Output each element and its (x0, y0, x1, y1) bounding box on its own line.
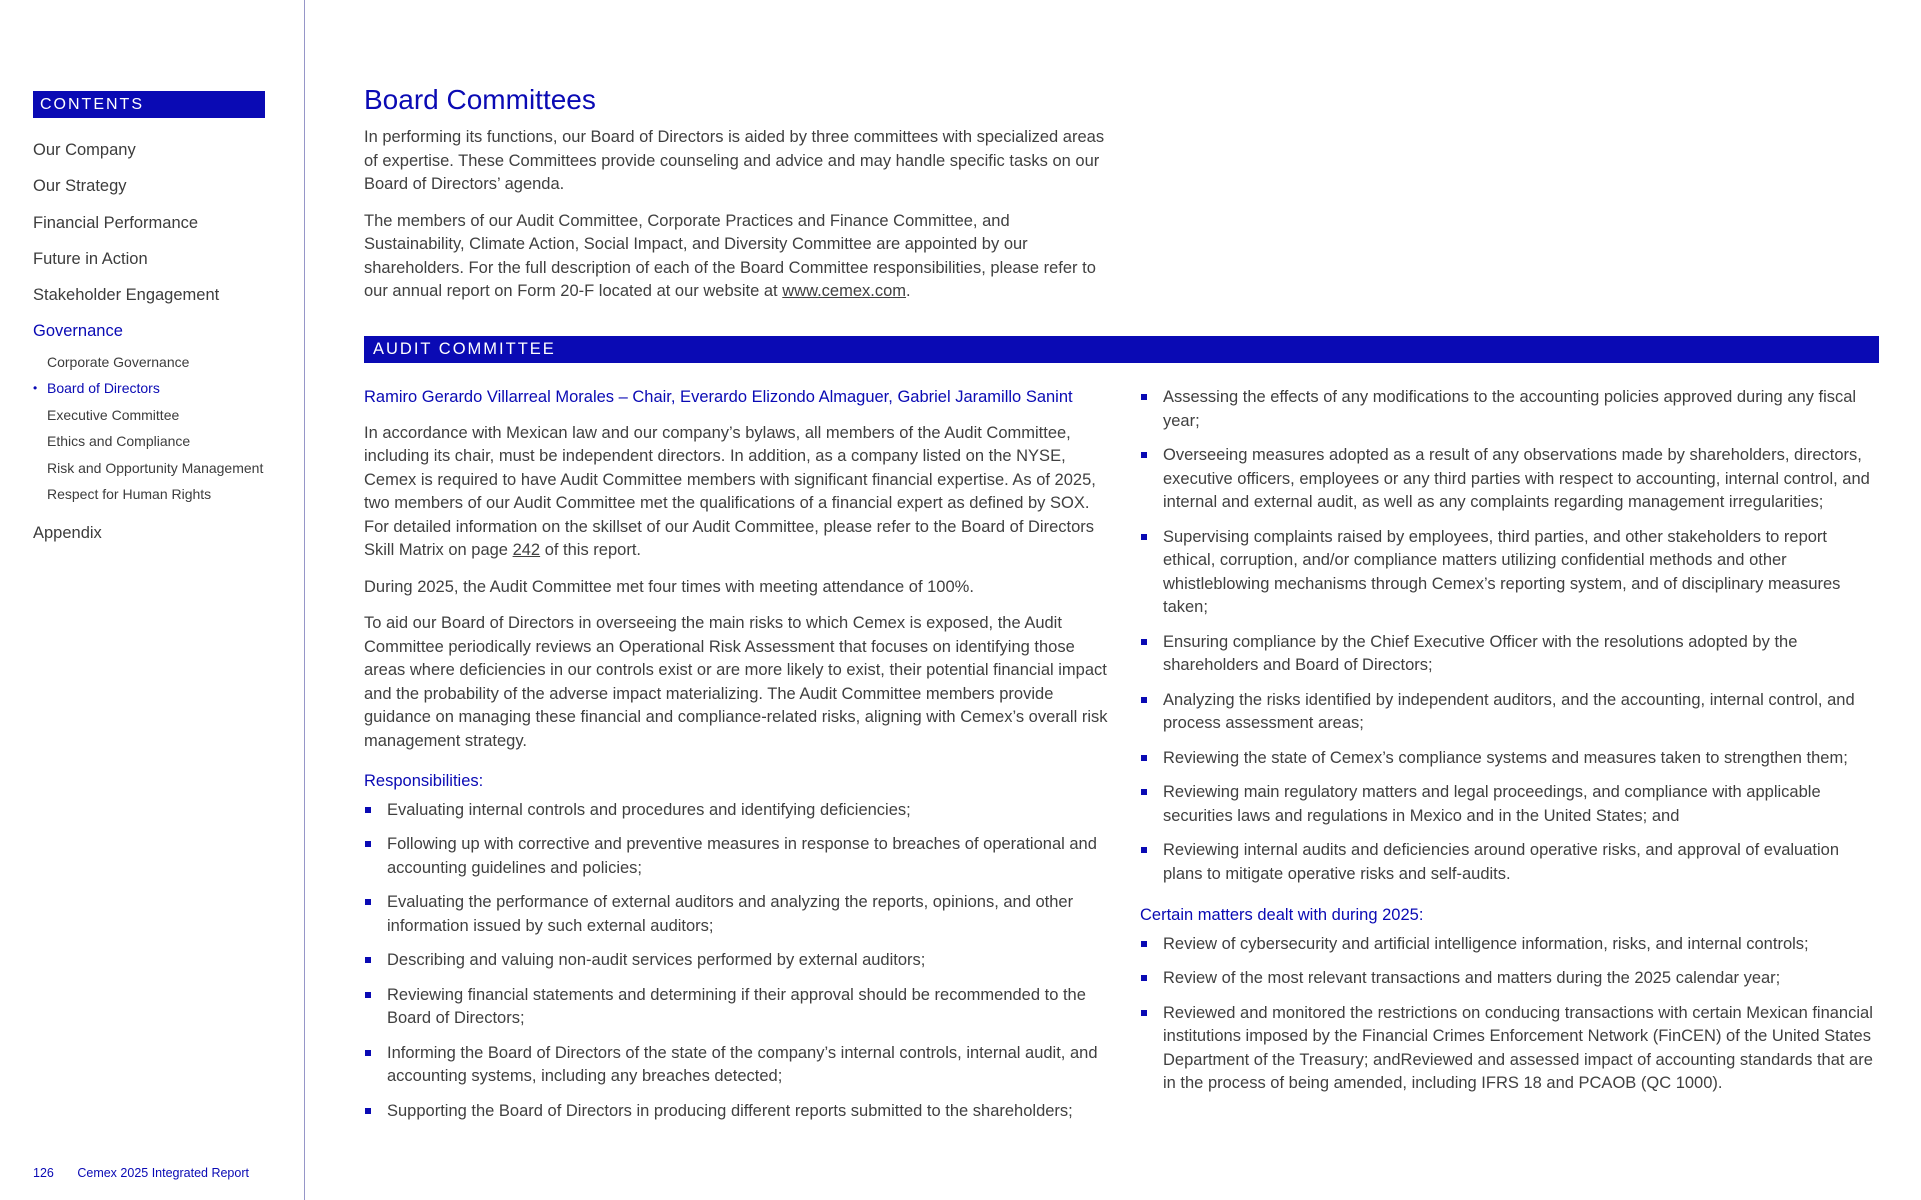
list-item: Describing and valuing non-audit services performed by external auditors; (364, 949, 1116, 973)
list-item: Supervising complaints raised by employees, third parties, and other stakeholders to report ethical, corruption, and/or compliance matters utilizing confidential methods and other whistleblowing mechanisms through Cemex’s reporting system, and of disciplinary measures taken; (1140, 526, 1880, 620)
intro-paragraph-2 (364, 210, 1109, 304)
list-item: Reviewing internal audits and deficiencies around operative risks, and approval of evaluation plans to mitigate operative risks and self-audits. (1140, 839, 1880, 886)
audit-committee-header: AUDIT COMMITTEE (364, 336, 1879, 363)
sidebar-nav (33, 138, 293, 557)
responsibilities-list-left (364, 799, 1116, 1124)
list-item: Evaluating the performance of external auditors and analyzing the reports, opinions, and other information issued by such external auditors; (364, 891, 1116, 938)
page-footer (33, 1166, 249, 1180)
matters-list (1140, 933, 1880, 1096)
list-item: Analyzing the risks identified by independent auditors, and the accounting, internal control, and process assessment areas; (1140, 689, 1880, 736)
page-title: Board Committees (364, 84, 596, 115)
sub-item-risk-and-opportunity-management[interactable]: Risk and Opportunity Management (47, 459, 264, 476)
list-item: Evaluating internal controls and procedures and identifying deficiencies; (364, 799, 1116, 823)
sub-item-corporate-governance[interactable]: Corporate Governance (47, 353, 190, 370)
paragraph-independence-text: In accordance with Mexican law and our company’s bylaws, all members of the Audit Committee, including its chair, must be independent directors. In addition, as a company listed on the NYSE, Cemex is required to have Audit Committee members with significant financial expertise. As of 2025, two members of our Audit Committee met the qualifications of a financial expert as defined by SOX. For detailed information on the skillset of our Audit Committee, please refer to the Board of Directors Skill Matrix on page (364, 423, 1096, 559)
paragraph-meetings: During 2025, the Audit Committee met four times with meeting attendance of 100%. (364, 577, 974, 596)
sub-item-ethics-and-compliance[interactable]: Ethics and Compliance (47, 433, 191, 450)
list-item: Following up with corrective and preventive measures in response to breaches of operational and accounting guidelines and policies; (364, 833, 1116, 880)
contents-header: CONTENTS (33, 91, 265, 118)
matters-heading: Certain matters dealt with during 2025: (1140, 906, 1424, 924)
list-item: Supporting the Board of Directors in producing different reports submitted to the shareholders; (364, 1100, 1116, 1124)
page-number: 126 (33, 1166, 54, 1180)
list-item: Ensuring compliance by the Chief Executive Officer with the resolutions adopted by the shareholders and Board of Directors; (1140, 631, 1880, 678)
sub-item-board-of-directors[interactable]: • Board of Directors (33, 378, 293, 409)
list-item: Reviewing the state of Cemex’s compliance systems and measures taken to strengthen them; (1140, 747, 1880, 771)
sub-item-executive-committee[interactable]: Executive Committee (47, 406, 180, 423)
nav-item-financial-performance[interactable]: Financial Performance (33, 213, 199, 232)
intro-paragraph-1: In performing its functions, our Board of Directors is aided by three committees with specialized areas of expertise. These Committees provide counseling and advice and may handle specific tasks on our Board of Directors’ agenda. (364, 128, 1105, 193)
intro-paragraph-2-end: . (906, 282, 911, 300)
intro (364, 126, 1109, 317)
list-item: Review of the most relevant transactions and matters during the 2025 calendar year; (1140, 967, 1880, 991)
website-link[interactable]: www.cemex.com (782, 282, 907, 300)
nav-item-our-company[interactable]: Our Company (33, 141, 136, 159)
sidebar (0, 0, 305, 1200)
list-item: Reviewing financial statements and determining if their approval should be recommended to the Board of Directors; (364, 984, 1116, 1031)
paragraph-risk: To aid our Board of Directors in overseeing the main risks to which Cemex is exposed, the Audit Committee periodically reviews an Operational Risk Assessment that focuses on identifying those areas where deficiencies in our controls exist or are more likely to exist, their potential financial impact and the probability of the adverse impact materializing. The Audit Committee members provide guidance on managing these financial and compliance-related risks, aligning with Cemex’s overall risk management strategy. (364, 614, 1108, 750)
report-title: Cemex 2025 Integrated Report (77, 1166, 249, 1180)
sub-item-respect-for-human-rights[interactable]: Respect for Human Rights (47, 486, 212, 503)
list-item: Assessing the effects of any modifications to the accounting policies approved during any fiscal year; (1140, 386, 1880, 433)
right-column (1140, 386, 1880, 1107)
left-column (364, 386, 1116, 1134)
responsibilities-list-right (1140, 386, 1880, 886)
paragraph-independence-end: of this report. (540, 541, 641, 559)
list-item: Reviewed and monitored the restrictions on conducing transactions with certain Mexican financial institutions imposed by the Financial Crimes Enforcement Network (FinCEN) of the United States Department of the Treasury; andReviewed and assessed impact of accounting standards that are in the process of being amended, including IFRS 18 and PCAOB (QC 1000). (1140, 1002, 1880, 1096)
list-item: Review of cybersecurity and artificial intelligence information, risks, and internal controls; (1140, 933, 1880, 957)
nav-item-our-strategy[interactable]: Our Strategy (33, 177, 127, 196)
responsibilities-heading: Responsibilities: (364, 772, 484, 790)
list-item: Informing the Board of Directors of the state of the company’s internal controls, internal audit, and accounting systems, including any breaches detected; (364, 1042, 1116, 1089)
paragraph-independence (364, 422, 1116, 563)
page-reference-link[interactable]: 242 (512, 541, 541, 559)
nav-item-governance[interactable]: Governance (33, 322, 123, 341)
intro-paragraph-2-text: The members of our Audit Committee, Corporate Practices and Finance Committee, and Sustainability, Climate Action, Social Impact, and Diversity Committee are appointed by our shareholders. For the full description of each of the Board Committee responsibilities, please refer to our annual report on Form 20-F located at our website at (364, 211, 1096, 300)
nav-item-stakeholder-engagement[interactable]: Stakeholder Engagement (33, 286, 220, 305)
nav-item-appendix[interactable]: Appendix (33, 523, 102, 542)
list-item: Reviewing main regulatory matters and legal proceedings, and compliance with applicable securities laws and regulations in Mexico and in the United States; and (1140, 781, 1880, 828)
nav-item-future-in-action[interactable]: Future in Action (33, 249, 148, 268)
committee-members: Ramiro Gerardo Villarreal Morales – Chair, Everardo Elizondo Almaguer, Gabriel Jaramillo Sanint (364, 388, 1073, 406)
list-item: Overseeing measures adopted as a result of any observations made by shareholders, directors, executive officers, employees or any third parties with respect to accounting, internal control, and internal and external audit, as well as any complaints regarding management irregularities; (1140, 444, 1880, 515)
